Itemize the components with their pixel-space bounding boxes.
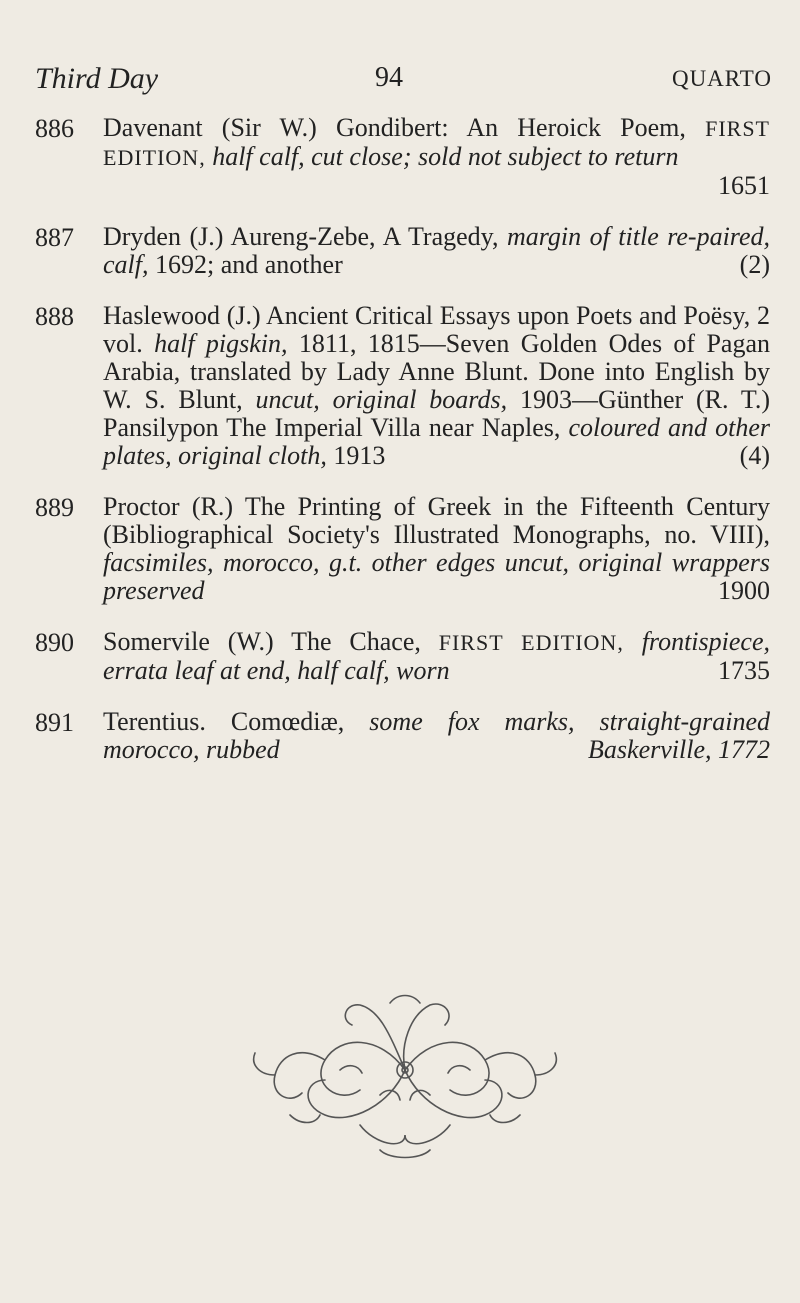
lot-889 (0, 493, 800, 605)
lot-description (103, 223, 770, 279)
lot-description (103, 114, 770, 200)
page-number: 94 (375, 62, 403, 93)
lot-text-3: 1903—Günther (R. T.) Pansilypon The Imperial Villa near Naples, (103, 385, 771, 442)
lot-text: Proctor (R.) The Printing of Greek in the Fifteenth Century (Bibliographical Society's Illustrated Monographs, no. VIII), (103, 492, 770, 549)
lot-description (103, 302, 770, 470)
lot-condition: half calf, cut close; sold not subject to return (212, 142, 679, 171)
lot-number: 889 (35, 493, 74, 522)
lot-891 (0, 708, 800, 764)
page-header (0, 62, 800, 102)
lot-imprint: Baskerville, 1772 (588, 735, 770, 764)
lot-number: 886 (35, 114, 74, 143)
lot-date: 1913 (333, 441, 386, 470)
lot-condition: frontispiece, errata leaf at end, half calf, worn (103, 627, 770, 685)
lot-number: 887 (35, 223, 74, 252)
lot-text: Terentius. Comœdiæ, (103, 707, 345, 736)
lot-date: 1735 (718, 656, 770, 685)
lot-number: 890 (35, 628, 74, 657)
lot-description (103, 628, 770, 685)
lot-binding: half pigskin, (154, 329, 288, 358)
lot-condition-2: coloured and other plates, original cloth, (103, 413, 771, 470)
lot-condition: uncut, original boards, (255, 385, 508, 414)
lot-text: Somervile (W.) The Chace, (103, 627, 421, 656)
lot-number: 891 (35, 708, 74, 737)
lot-count: (2) (739, 250, 770, 279)
lot-count: (4) (739, 441, 770, 470)
floral-ornament-icon (230, 975, 580, 1165)
lot-condition: margin of title re-paired, calf, (103, 222, 770, 279)
lot-edition: FIRST EDITION, (438, 630, 624, 655)
lot-887 (0, 223, 800, 279)
lot-date: 1900 (718, 576, 770, 605)
lot-text-2: 1692; and another (155, 250, 343, 279)
lot-description (103, 493, 770, 605)
lot-condition: some fox marks, straight-grained morocco, rubbed (103, 707, 771, 764)
lot-890 (0, 628, 800, 685)
lot-condition: facsimiles, morocco, g.t. other edges uncut, original wrappers preserved (103, 548, 770, 605)
lot-description (103, 708, 770, 764)
lot-text: Davenant (Sir W.) Gondibert: An Heroick Poem, (103, 113, 686, 142)
lot-text: Haslewood (J.) Ancient Critical Essays upon Poets and Poësy, 2 vol. (103, 301, 770, 358)
lot-edition: FIRST EDITION, (103, 116, 770, 170)
running-head-left: Third Day (35, 62, 159, 95)
lot-text: Dryden (J.) Aureng-Zebe, A Tragedy, (103, 222, 499, 251)
lot-888 (0, 302, 800, 470)
running-head-right: QUARTO (671, 66, 772, 91)
lot-886 (0, 114, 800, 200)
lot-date: 1651 (718, 171, 770, 200)
lot-text-2: 1811, 1815—Seven Golden Odes of Pagan Arabia, translated by Lady Anne Blunt. Done into English by W. S. Blunt, (103, 329, 770, 414)
lot-number: 888 (35, 302, 74, 331)
catalogue-entries (0, 114, 800, 787)
